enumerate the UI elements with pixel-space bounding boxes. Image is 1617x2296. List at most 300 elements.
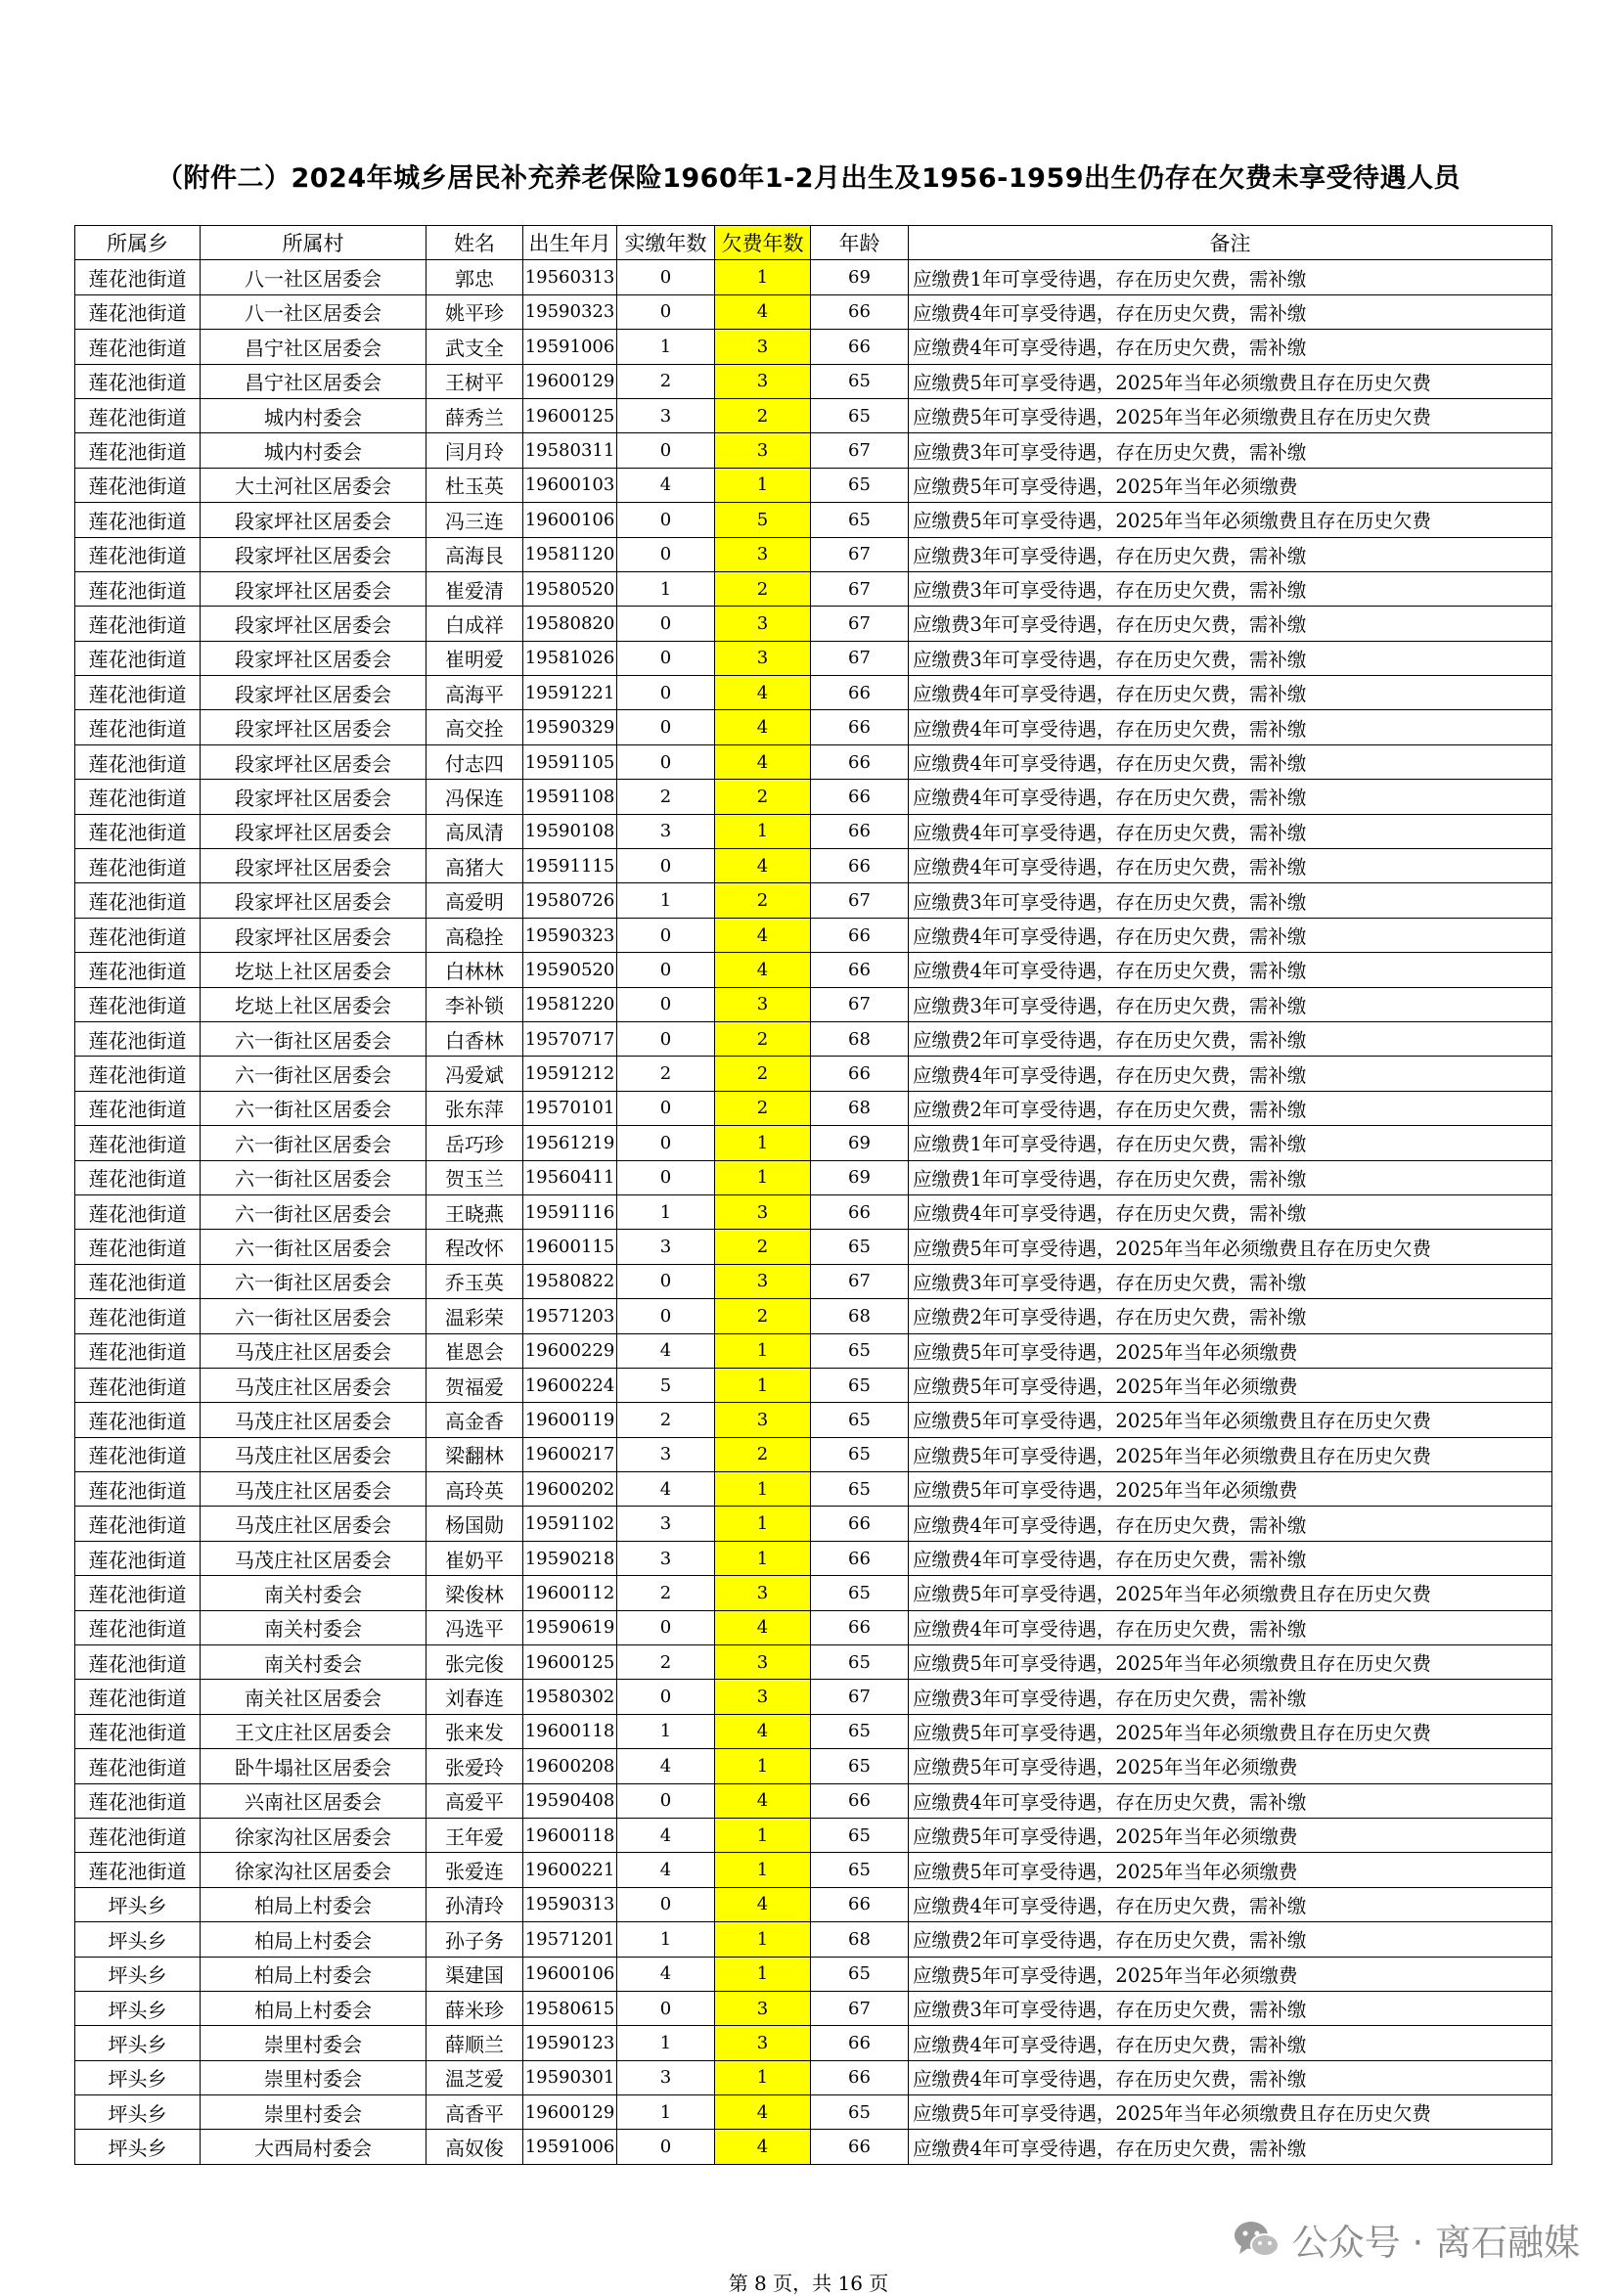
cell-paid-years: 0	[617, 676, 715, 710]
cell-age: 65	[811, 1368, 909, 1402]
cell-arrears-years: 2	[715, 1437, 811, 1471]
cell-age: 67	[811, 1680, 909, 1714]
table-row	[75, 883, 1552, 918]
table-row	[75, 294, 1552, 329]
table-row	[75, 1507, 1552, 1541]
cell-village: 徐家沟社区居委会	[201, 1818, 427, 1852]
cell-remarks: 应缴费5年可享受待遇，2025年当年必须缴费且存在历史欠费	[909, 398, 1552, 432]
table-row	[75, 537, 1552, 571]
cell-village: 段家坪社区居委会	[201, 780, 427, 814]
table-row	[75, 710, 1552, 744]
cell-paid-years: 3	[617, 814, 715, 848]
header-arrears-years: 欠费年数	[715, 226, 811, 260]
cell-name: 高交拴	[427, 710, 523, 744]
cell-arrears-years: 1	[715, 1749, 811, 1783]
cell-remarks: 应缴费5年可享受待遇，2025年当年必须缴费且存在历史欠费	[909, 364, 1552, 398]
cell-paid-years: 0	[617, 710, 715, 744]
cell-village: 六一街社区居委会	[201, 1299, 427, 1333]
cell-birth-date: 19580520	[523, 571, 617, 606]
cell-arrears-years: 1	[715, 1541, 811, 1575]
cell-arrears-years: 2	[715, 780, 811, 814]
cell-age: 69	[811, 1160, 909, 1194]
cell-village: 柏局上村委会	[201, 1922, 427, 1957]
table-row	[75, 1645, 1552, 1680]
cell-birth-date: 19600221	[523, 1853, 617, 1887]
table-row	[75, 1680, 1552, 1714]
cell-paid-years: 4	[617, 1853, 715, 1887]
cell-arrears-years: 1	[715, 1333, 811, 1368]
cell-paid-years: 4	[617, 1472, 715, 1507]
cell-township: 莲花池街道	[75, 987, 201, 1021]
cell-village: 南关村委会	[201, 1645, 427, 1680]
cell-age: 66	[811, 918, 909, 952]
cell-arrears-years: 1	[715, 1818, 811, 1852]
cell-name: 高凤清	[427, 814, 523, 848]
wechat-icon	[1232, 2214, 1282, 2265]
cell-name: 渠建国	[427, 1957, 523, 1991]
cell-paid-years: 0	[617, 953, 715, 987]
cell-village: 六一街社区居委会	[201, 1264, 427, 1298]
cell-age: 65	[811, 1472, 909, 1507]
table-row	[75, 1403, 1552, 1437]
cell-age: 68	[811, 1091, 909, 1125]
cell-paid-years: 0	[617, 1991, 715, 2025]
cell-birth-date: 19580726	[523, 883, 617, 918]
cell-township: 莲花池街道	[75, 710, 201, 744]
table-row	[75, 571, 1552, 606]
cell-name: 白香林	[427, 1021, 523, 1056]
cell-arrears-years: 4	[715, 744, 811, 779]
cell-remarks: 应缴费5年可享受待遇，2025年当年必须缴费	[909, 1957, 1552, 1991]
cell-name: 温芝爱	[427, 2060, 523, 2094]
cell-township: 莲花池街道	[75, 1783, 201, 1818]
cell-paid-years: 0	[617, 1264, 715, 1298]
cell-arrears-years: 1	[715, 1507, 811, 1541]
cell-village: 昌宁社区居委会	[201, 364, 427, 398]
cell-name: 高爱明	[427, 883, 523, 918]
cell-paid-years: 1	[617, 1922, 715, 1957]
cell-name: 王晓燕	[427, 1194, 523, 1229]
cell-age: 67	[811, 1991, 909, 2025]
cell-birth-date: 19570717	[523, 1021, 617, 1056]
cell-township: 莲花池街道	[75, 953, 201, 987]
cell-village: 崇里村委会	[201, 2026, 427, 2060]
cell-village: 八一社区居委会	[201, 260, 427, 294]
cell-township: 坪头乡	[75, 1957, 201, 1991]
cell-age: 65	[811, 2095, 909, 2130]
cell-age: 66	[811, 780, 909, 814]
cell-township: 莲花池街道	[75, 1507, 201, 1541]
table-row	[75, 330, 1552, 364]
table-row	[75, 433, 1552, 468]
cell-birth-date: 19600125	[523, 1645, 617, 1680]
cell-arrears-years: 2	[715, 883, 811, 918]
cell-arrears-years: 1	[715, 1853, 811, 1887]
cell-paid-years: 0	[617, 607, 715, 641]
cell-village: 马茂庄社区居委会	[201, 1403, 427, 1437]
table-row	[75, 2095, 1552, 2130]
cell-birth-date: 19571201	[523, 1922, 617, 1957]
cell-birth-date: 19580820	[523, 607, 617, 641]
cell-remarks: 应缴费4年可享受待遇，存在历史欠费，需补缴	[909, 2130, 1552, 2164]
cell-birth-date: 19580302	[523, 1680, 617, 1714]
cell-remarks: 应缴费1年可享受待遇，存在历史欠费，需补缴	[909, 1160, 1552, 1194]
cell-paid-years: 0	[617, 537, 715, 571]
table-row	[75, 1541, 1552, 1575]
cell-township: 莲花池街道	[75, 1194, 201, 1229]
cell-arrears-years: 3	[715, 1194, 811, 1229]
cell-township: 莲花池街道	[75, 1472, 201, 1507]
cell-age: 67	[811, 571, 909, 606]
cell-township: 莲花池街道	[75, 398, 201, 432]
cell-birth-date: 19590123	[523, 2026, 617, 2060]
cell-remarks: 应缴费5年可享受待遇，2025年当年必须缴费且存在历史欠费	[909, 1576, 1552, 1610]
cell-remarks: 应缴费5年可享受待遇，2025年当年必须缴费	[909, 1818, 1552, 1852]
cell-paid-years: 0	[617, 987, 715, 1021]
cell-birth-date: 19600129	[523, 2095, 617, 2130]
table-row	[75, 1610, 1552, 1644]
cell-arrears-years: 2	[715, 1230, 811, 1264]
cell-arrears-years: 1	[715, 468, 811, 502]
cell-remarks: 应缴费4年可享受待遇，存在历史欠费，需补缴	[909, 294, 1552, 329]
cell-township: 莲花池街道	[75, 849, 201, 883]
cell-arrears-years: 3	[715, 537, 811, 571]
cell-village: 南关村委会	[201, 1576, 427, 1610]
table-row	[75, 987, 1552, 1021]
table-row	[75, 780, 1552, 814]
cell-township: 莲花池街道	[75, 330, 201, 364]
cell-birth-date: 19571203	[523, 1299, 617, 1333]
cell-remarks: 应缴费3年可享受待遇，存在历史欠费，需补缴	[909, 1680, 1552, 1714]
cell-village: 南关社区居委会	[201, 1680, 427, 1714]
cell-township: 莲花池街道	[75, 883, 201, 918]
cell-paid-years: 3	[617, 1507, 715, 1541]
cell-birth-date: 19561219	[523, 1126, 617, 1160]
cell-arrears-years: 2	[715, 1091, 811, 1125]
cell-name: 张东萍	[427, 1091, 523, 1125]
page-number-footer: 第 8 页，共 16 页	[728, 2272, 889, 2295]
cell-name: 薛秀兰	[427, 398, 523, 432]
header-birth-date: 出生年月	[523, 226, 617, 260]
cell-arrears-years: 4	[715, 1783, 811, 1818]
watermark	[1232, 2215, 1580, 2264]
cell-age: 65	[811, 1853, 909, 1887]
cell-age: 67	[811, 987, 909, 1021]
cell-village: 徐家沟社区居委会	[201, 1853, 427, 1887]
cell-arrears-years: 3	[715, 330, 811, 364]
cell-paid-years: 1	[617, 1714, 715, 1748]
cell-paid-years: 0	[617, 294, 715, 329]
cell-arrears-years: 4	[715, 2130, 811, 2164]
cell-name: 张来发	[427, 1714, 523, 1748]
cell-name: 崔明爱	[427, 641, 523, 675]
cell-paid-years: 1	[617, 330, 715, 364]
cell-township: 莲花池街道	[75, 364, 201, 398]
cell-paid-years: 2	[617, 1645, 715, 1680]
cell-remarks: 应缴费3年可享受待遇，存在历史欠费，需补缴	[909, 1264, 1552, 1298]
cell-paid-years: 3	[617, 398, 715, 432]
cell-age: 66	[811, 849, 909, 883]
table-row	[75, 918, 1552, 952]
cell-paid-years: 4	[617, 1818, 715, 1852]
cell-township: 莲花池街道	[75, 1403, 201, 1437]
cell-township: 莲花池街道	[75, 814, 201, 848]
cell-age: 65	[811, 1437, 909, 1471]
cell-remarks: 应缴费4年可享受待遇，存在历史欠费，需补缴	[909, 710, 1552, 744]
cell-village: 段家坪社区居委会	[201, 849, 427, 883]
cell-arrears-years: 3	[715, 1403, 811, 1437]
cell-township: 莲花池街道	[75, 571, 201, 606]
cell-remarks: 应缴费5年可享受待遇，2025年当年必须缴费	[909, 468, 1552, 502]
cell-age: 67	[811, 883, 909, 918]
table-row	[75, 2060, 1552, 2094]
cell-remarks: 应缴费3年可享受待遇，存在历史欠费，需补缴	[909, 433, 1552, 468]
table-row	[75, 2026, 1552, 2060]
cell-village: 昌宁社区居委会	[201, 330, 427, 364]
cell-birth-date: 19590329	[523, 710, 617, 744]
cell-paid-years: 1	[617, 883, 715, 918]
cell-village: 六一街社区居委会	[201, 1194, 427, 1229]
table-row	[75, 1160, 1552, 1194]
cell-township: 莲花池街道	[75, 1714, 201, 1748]
cell-remarks: 应缴费4年可享受待遇，存在历史欠费，需补缴	[909, 1507, 1552, 1541]
cell-paid-years: 0	[617, 433, 715, 468]
cell-village: 八一社区居委会	[201, 294, 427, 329]
cell-village: 大土河社区居委会	[201, 468, 427, 502]
cell-age: 66	[811, 1783, 909, 1818]
cell-arrears-years: 5	[715, 503, 811, 537]
cell-remarks: 应缴费4年可享受待遇，存在历史欠费，需补缴	[909, 953, 1552, 987]
cell-name: 白林林	[427, 953, 523, 987]
cell-township: 莲花池街道	[75, 433, 201, 468]
cell-township: 莲花池街道	[75, 1299, 201, 1333]
cell-township: 坪头乡	[75, 2095, 201, 2130]
cell-birth-date: 19600103	[523, 468, 617, 502]
header-township: 所属乡	[75, 226, 201, 260]
cell-name: 高海艮	[427, 537, 523, 571]
cell-remarks: 应缴费5年可享受待遇，2025年当年必须缴费且存在历史欠费	[909, 1714, 1552, 1748]
cell-name: 贺玉兰	[427, 1160, 523, 1194]
cell-remarks: 应缴费4年可享受待遇，存在历史欠费，需补缴	[909, 330, 1552, 364]
cell-name: 张爱玲	[427, 1749, 523, 1783]
cell-name: 高爱平	[427, 1783, 523, 1818]
cell-paid-years: 1	[617, 571, 715, 606]
cell-township: 莲花池街道	[75, 676, 201, 710]
cell-name: 冯爱斌	[427, 1057, 523, 1091]
cell-paid-years: 0	[617, 744, 715, 779]
cell-township: 莲花池街道	[75, 641, 201, 675]
cell-age: 65	[811, 1230, 909, 1264]
table-row	[75, 1472, 1552, 1507]
cell-township: 莲花池街道	[75, 1333, 201, 1368]
cell-township: 莲花池街道	[75, 537, 201, 571]
cell-township: 莲花池街道	[75, 1576, 201, 1610]
cell-remarks: 应缴费5年可享受待遇，2025年当年必须缴费且存在历史欠费	[909, 2095, 1552, 2130]
cell-village: 段家坪社区居委会	[201, 503, 427, 537]
cell-arrears-years: 1	[715, 1922, 811, 1957]
cell-township: 莲花池街道	[75, 607, 201, 641]
cell-arrears-years: 4	[715, 2095, 811, 2130]
cell-name: 高玲英	[427, 1472, 523, 1507]
cell-arrears-years: 4	[715, 1610, 811, 1644]
cell-township: 莲花池街道	[75, 1818, 201, 1852]
table-row	[75, 953, 1552, 987]
cell-paid-years: 0	[617, 1299, 715, 1333]
cell-birth-date: 19580822	[523, 1264, 617, 1298]
cell-birth-date: 19600129	[523, 364, 617, 398]
cell-birth-date: 19591006	[523, 2130, 617, 2164]
cell-remarks: 应缴费5年可享受待遇，2025年当年必须缴费且存在历史欠费	[909, 1230, 1552, 1264]
cell-birth-date: 19600119	[523, 1403, 617, 1437]
cell-arrears-years: 3	[715, 641, 811, 675]
cell-age: 66	[811, 953, 909, 987]
cell-paid-years: 3	[617, 2060, 715, 2094]
cell-age: 67	[811, 433, 909, 468]
cell-name: 王树平	[427, 364, 523, 398]
cell-age: 65	[811, 468, 909, 502]
cell-township: 莲花池街道	[75, 468, 201, 502]
cell-arrears-years: 1	[715, 1160, 811, 1194]
table-row	[75, 260, 1552, 294]
table-row	[75, 641, 1552, 675]
cell-arrears-years: 3	[715, 987, 811, 1021]
cell-township: 莲花池街道	[75, 1230, 201, 1264]
cell-age: 66	[811, 1541, 909, 1575]
table-row	[75, 398, 1552, 432]
cell-village: 城内村委会	[201, 398, 427, 432]
cell-birth-date: 19590313	[523, 1887, 617, 1921]
table-row	[75, 2130, 1552, 2164]
cell-remarks: 应缴费5年可享受待遇，2025年当年必须缴费	[909, 1333, 1552, 1368]
cell-township: 莲花池街道	[75, 294, 201, 329]
cell-village: 马茂庄社区居委会	[201, 1437, 427, 1471]
cell-arrears-years: 3	[715, 1645, 811, 1680]
cell-village: 圪垯上社区居委会	[201, 987, 427, 1021]
cell-paid-years: 2	[617, 1403, 715, 1437]
cell-age: 69	[811, 260, 909, 294]
cell-village: 柏局上村委会	[201, 1957, 427, 1991]
cell-township: 坪头乡	[75, 1922, 201, 1957]
cell-birth-date: 19581220	[523, 987, 617, 1021]
cell-village: 六一街社区居委会	[201, 1021, 427, 1056]
cell-age: 67	[811, 537, 909, 571]
cell-township: 坪头乡	[75, 1887, 201, 1921]
cell-township: 莲花池街道	[75, 1610, 201, 1644]
cell-arrears-years: 4	[715, 710, 811, 744]
table-row	[75, 814, 1552, 848]
cell-name: 梁翻林	[427, 1437, 523, 1471]
cell-township: 莲花池街道	[75, 744, 201, 779]
cell-township: 莲花池街道	[75, 780, 201, 814]
cell-township: 莲花池街道	[75, 1645, 201, 1680]
cell-remarks: 应缴费5年可享受待遇，2025年当年必须缴费且存在历史欠费	[909, 1437, 1552, 1471]
cell-remarks: 应缴费4年可享受待遇，存在历史欠费，需补缴	[909, 676, 1552, 710]
cell-paid-years: 4	[617, 468, 715, 502]
cell-arrears-years: 3	[715, 433, 811, 468]
cell-birth-date: 19600208	[523, 1749, 617, 1783]
cell-paid-years: 2	[617, 364, 715, 398]
table-header-row	[75, 226, 1552, 260]
table-row	[75, 1057, 1552, 1091]
cell-name: 贺福爱	[427, 1368, 523, 1402]
cell-remarks: 应缴费4年可享受待遇，存在历史欠费，需补缴	[909, 1541, 1552, 1575]
cell-remarks: 应缴费3年可享受待遇，存在历史欠费，需补缴	[909, 571, 1552, 606]
cell-birth-date: 19591102	[523, 1507, 617, 1541]
cell-arrears-years: 3	[715, 364, 811, 398]
table-row	[75, 1230, 1552, 1264]
cell-age: 66	[811, 814, 909, 848]
cell-village: 段家坪社区居委会	[201, 814, 427, 848]
cell-name: 张完俊	[427, 1645, 523, 1680]
cell-village: 段家坪社区居委会	[201, 607, 427, 641]
cell-name: 王年爱	[427, 1818, 523, 1852]
cell-arrears-years: 4	[715, 849, 811, 883]
cell-village: 段家坪社区居委会	[201, 710, 427, 744]
cell-remarks: 应缴费4年可享受待遇，存在历史欠费，需补缴	[909, 2060, 1552, 2094]
cell-remarks: 应缴费1年可享受待遇，存在历史欠费，需补缴	[909, 1126, 1552, 1160]
cell-remarks: 应缴费5年可享受待遇，2025年当年必须缴费且存在历史欠费	[909, 503, 1552, 537]
cell-paid-years: 2	[617, 1057, 715, 1091]
cell-birth-date: 19600115	[523, 1230, 617, 1264]
cell-name: 冯保连	[427, 780, 523, 814]
cell-remarks: 应缴费2年可享受待遇，存在历史欠费，需补缴	[909, 1021, 1552, 1056]
cell-name: 武支全	[427, 330, 523, 364]
table-row	[75, 1853, 1552, 1887]
cell-name: 程改怀	[427, 1230, 523, 1264]
cell-birth-date: 19590520	[523, 953, 617, 987]
cell-arrears-years: 2	[715, 398, 811, 432]
cell-birth-date: 19580311	[523, 433, 617, 468]
cell-remarks: 应缴费2年可享受待遇，存在历史欠费，需补缴	[909, 1299, 1552, 1333]
cell-village: 段家坪社区居委会	[201, 744, 427, 779]
cell-remarks: 应缴费2年可享受待遇，存在历史欠费，需补缴	[909, 1922, 1552, 1957]
cell-name: 高香平	[427, 2095, 523, 2130]
cell-name: 高猪大	[427, 849, 523, 883]
cell-township: 坪头乡	[75, 1991, 201, 2025]
cell-village: 六一街社区居委会	[201, 1126, 427, 1160]
cell-remarks: 应缴费4年可享受待遇，存在历史欠费，需补缴	[909, 1887, 1552, 1921]
cell-village: 段家坪社区居委会	[201, 883, 427, 918]
cell-village: 崇里村委会	[201, 2060, 427, 2094]
cell-township: 莲花池街道	[75, 918, 201, 952]
cell-township: 莲花池街道	[75, 1368, 201, 1402]
cell-name: 乔玉英	[427, 1264, 523, 1298]
cell-arrears-years: 3	[715, 1680, 811, 1714]
cell-birth-date: 19600229	[523, 1333, 617, 1368]
cell-village: 六一街社区居委会	[201, 1091, 427, 1125]
cell-village: 段家坪社区居委会	[201, 918, 427, 952]
cell-remarks: 应缴费3年可享受待遇，存在历史欠费，需补缴	[909, 641, 1552, 675]
cell-birth-date: 19600202	[523, 1472, 617, 1507]
cell-age: 65	[811, 1749, 909, 1783]
cell-paid-years: 0	[617, 641, 715, 675]
table-row	[75, 676, 1552, 710]
cell-name: 高金香	[427, 1403, 523, 1437]
cell-remarks: 应缴费1年可享受待遇，存在历史欠费，需补缴	[909, 260, 1552, 294]
cell-paid-years: 0	[617, 1887, 715, 1921]
cell-name: 高奴俊	[427, 2130, 523, 2164]
cell-name: 高稳拴	[427, 918, 523, 952]
cell-village: 兴南社区居委会	[201, 1783, 427, 1818]
cell-paid-years: 0	[617, 1021, 715, 1056]
cell-birth-date: 19591105	[523, 744, 617, 779]
cell-village: 崇里村委会	[201, 2095, 427, 2130]
table-row	[75, 1299, 1552, 1333]
cell-village: 六一街社区居委会	[201, 1160, 427, 1194]
cell-paid-years: 3	[617, 1230, 715, 1264]
cell-arrears-years: 2	[715, 571, 811, 606]
cell-name: 刘春连	[427, 1680, 523, 1714]
